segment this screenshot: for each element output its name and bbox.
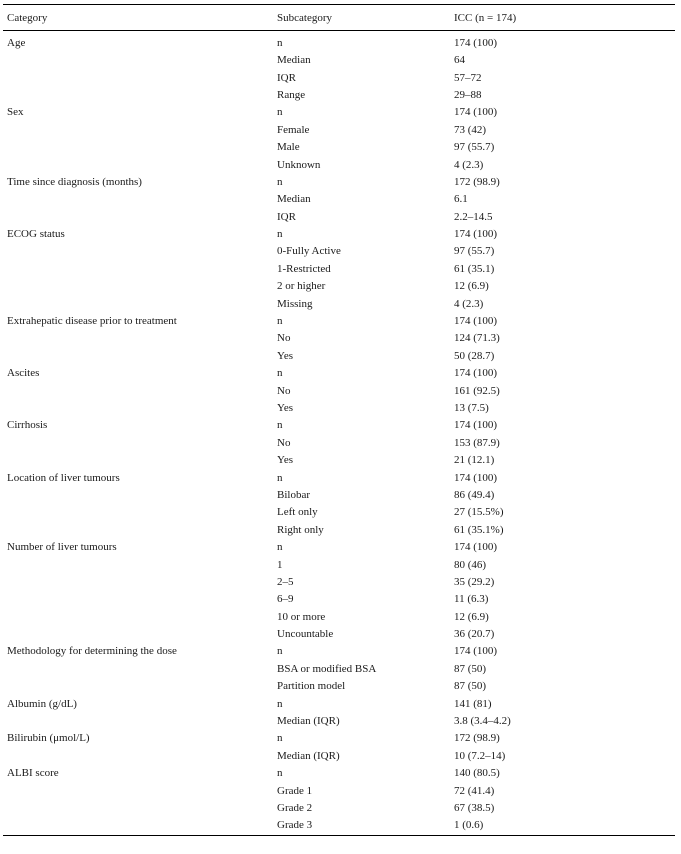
table-row [3, 730, 675, 747]
subcategory-cell: IQR [277, 71, 296, 84]
icc-value-cell: 13 (7.5) [454, 402, 489, 414]
category-cell: ALBI score [7, 767, 59, 780]
table-row [3, 435, 675, 452]
header-row [3, 5, 675, 31]
table-row [3, 713, 675, 730]
table-row [3, 226, 675, 243]
category-cell [3, 504, 273, 521]
icc-value-cell: 87 (50) [454, 680, 487, 693]
category-cell [3, 122, 273, 139]
category-cell: Location of liver tumours [7, 471, 120, 484]
subcategory-cell: IQR [277, 210, 296, 223]
icc-value-cell: 2.2–14.5 [454, 210, 493, 223]
icc-value-cell: 174 (100) [454, 419, 498, 432]
category-cell [3, 209, 273, 226]
subcategory-cell: Grade 1 [277, 784, 313, 797]
icc-value-cell: 174 (100) [454, 37, 498, 49]
category-cell [3, 52, 273, 69]
subcategory-cell: Median (IQR) [277, 749, 340, 762]
category-cell [3, 609, 273, 626]
category-cell [3, 330, 273, 347]
table-row [3, 122, 675, 139]
icc-value-cell: 73 (42) [454, 123, 487, 136]
subcategory-cell: Female [277, 123, 310, 136]
icc-value-cell: 97 (55.7) [454, 141, 495, 154]
icc-value-cell: 161 (92.5) [454, 384, 500, 397]
icc-value-cell: 80 (46) [454, 558, 487, 571]
table-row [3, 295, 675, 312]
table-row [3, 487, 675, 504]
icc-value-cell: 172 (98.9) [454, 175, 500, 188]
table-row [3, 191, 675, 208]
icc-value-cell: 97 (55.7) [454, 245, 495, 258]
table-row [3, 365, 675, 382]
category-cell [3, 348, 273, 365]
subcategory-cell: n [277, 315, 283, 328]
icc-value-cell: 57–72 [454, 71, 482, 84]
subcategory-cell: Partition model [277, 680, 346, 693]
icc-value-cell: 4 (2.3) [454, 297, 484, 310]
table-row [3, 330, 675, 347]
category-cell [3, 261, 273, 278]
subcategory-cell: Median [277, 54, 311, 67]
icc-value-cell: 86 (49.4) [454, 488, 495, 501]
category-cell: Extrahepatic disease prior to treatment [7, 315, 177, 328]
table-row [3, 400, 675, 417]
table-row [3, 417, 675, 434]
table-row [3, 69, 675, 86]
category-cell [3, 139, 273, 156]
subcategory-cell: n [277, 645, 283, 658]
category-cell [3, 295, 273, 312]
table-row [3, 452, 675, 469]
table-row [3, 382, 675, 399]
table-row [3, 626, 675, 643]
icc-value-cell: 172 (98.9) [454, 732, 500, 745]
category-cell [3, 661, 273, 678]
icc-value-cell: 29–88 [454, 88, 482, 101]
icc-value-cell: 153 (87.9) [454, 436, 500, 449]
subcategory-cell: Yes [277, 454, 294, 467]
table-row [3, 574, 675, 591]
category-cell: Number of liver tumours [7, 541, 117, 554]
subcategory-cell: Yes [277, 402, 294, 414]
table-row [3, 695, 675, 712]
subcategory-cell: 1-Restricted [277, 262, 331, 275]
icc-value-cell: 35 (29.2) [454, 575, 495, 588]
subcategory-cell: n [277, 175, 283, 188]
subcategory-cell: Bilobar [277, 488, 310, 501]
category-cell: Ascites [7, 367, 40, 380]
subcategory-cell: n [277, 228, 283, 241]
subcategory-cell: Right only [277, 523, 324, 536]
category-cell: Sex [7, 106, 24, 119]
icc-value-cell: 27 (15.5%) [454, 506, 504, 519]
table-header [3, 5, 675, 31]
icc-value-cell: 10 (7.2–14) [454, 749, 506, 762]
table-row [3, 261, 675, 278]
table-row [3, 156, 675, 173]
category-cell: Albumin (g/dL) [7, 697, 77, 710]
icc-value-cell: 3.8 (3.4–4.2) [454, 715, 511, 728]
table-row [3, 643, 675, 660]
subcategory-cell: Median (IQR) [277, 715, 340, 728]
icc-value-cell: 124 (71.3) [454, 332, 500, 345]
icc-value-cell: 1 (0.6) [454, 819, 484, 832]
icc-value-cell: 87 (50) [454, 662, 487, 675]
subcategory-cell: Grade 2 [277, 801, 313, 814]
category-cell: Cirrhosis [7, 419, 48, 432]
subcategory-cell: 1 [277, 558, 283, 571]
table-row [3, 504, 675, 521]
category-cell [3, 556, 273, 573]
category-cell [3, 748, 273, 765]
characteristics-table [3, 4, 675, 836]
subcategory-cell: Yes [277, 349, 294, 362]
icc-value-cell: 174 (100) [454, 645, 498, 658]
header-icc: ICC (n = 174) [454, 11, 517, 24]
icc-value-cell: 50 (28.7) [454, 349, 495, 362]
icc-value-cell: 67 (38.5) [454, 801, 495, 814]
icc-value-cell: 12 (6.9) [454, 280, 489, 293]
category-cell [3, 243, 273, 260]
table-row [3, 817, 675, 835]
subcategory-cell: BSA or modified BSA [277, 662, 377, 675]
table-row [3, 591, 675, 608]
category-cell: Methodology for determining the dose [7, 645, 177, 658]
subcategory-cell: No [277, 436, 291, 449]
table-row [3, 313, 675, 330]
header-subcategory: Subcategory [277, 11, 332, 24]
subcategory-cell: No [277, 332, 291, 345]
subcategory-cell: n [277, 541, 283, 554]
icc-value-cell: 140 (80.5) [454, 767, 500, 780]
category-cell [3, 191, 273, 208]
table-row [3, 765, 675, 782]
table-row [3, 278, 675, 295]
icc-value-cell: 64 [454, 54, 465, 67]
icc-value-cell: 174 (100) [454, 471, 498, 484]
table-row [3, 556, 675, 573]
subcategory-cell: n [277, 37, 283, 49]
category-cell [3, 87, 273, 104]
table-row [3, 31, 675, 53]
category-cell: Age [7, 37, 26, 49]
icc-value-cell: 21 (12.1) [454, 454, 495, 467]
subcategory-cell: n [277, 419, 283, 432]
icc-value-cell: 36 (20.7) [454, 628, 495, 641]
category-cell [3, 487, 273, 504]
icc-value-cell: 72 (41.4) [454, 784, 495, 797]
subcategory-cell: n [277, 767, 283, 780]
table-row [3, 469, 675, 486]
table-row [3, 52, 675, 69]
table-row [3, 748, 675, 765]
table-row [3, 139, 675, 156]
table-row [3, 539, 675, 556]
icc-value-cell: 174 (100) [454, 106, 498, 119]
table-row [3, 678, 675, 695]
subcategory-cell: Male [277, 141, 300, 154]
icc-value-cell: 141 (81) [454, 697, 492, 710]
subcategory-cell: 10 or more [277, 610, 326, 623]
subcategory-cell: Left only [277, 506, 318, 519]
category-cell [3, 435, 273, 452]
subcategory-cell: n [277, 732, 283, 745]
subcategory-cell: 0-Fully Active [277, 245, 341, 258]
icc-value-cell: 61 (35.1%) [454, 523, 504, 536]
subcategory-cell: No [277, 384, 291, 397]
category-cell [3, 800, 273, 817]
table-row [3, 104, 675, 121]
category-cell [3, 591, 273, 608]
category-cell [3, 626, 273, 643]
table-body [3, 31, 675, 836]
subcategory-cell: n [277, 106, 283, 119]
table-row [3, 782, 675, 799]
category-cell [3, 713, 273, 730]
category-cell [3, 278, 273, 295]
table-row [3, 800, 675, 817]
category-cell [3, 817, 273, 835]
subcategory-cell: n [277, 697, 283, 710]
icc-value-cell: 11 (6.3) [454, 593, 489, 606]
subcategory-cell: Missing [277, 297, 313, 310]
subcategory-cell: Uncountable [277, 628, 334, 641]
category-cell [3, 678, 273, 695]
category-cell [3, 156, 273, 173]
category-cell [3, 69, 273, 86]
subcategory-cell: 6–9 [277, 593, 294, 606]
subcategory-cell: 2–5 [277, 575, 294, 588]
category-cell [3, 574, 273, 591]
subcategory-cell: Range [277, 88, 306, 101]
subcategory-cell: n [277, 471, 283, 484]
icc-value-cell: 174 (100) [454, 228, 498, 241]
icc-value-cell: 12 (6.9) [454, 610, 489, 623]
subcategory-cell: Grade 3 [277, 819, 313, 832]
icc-value-cell: 61 (35.1) [454, 262, 495, 275]
icc-value-cell: 174 (100) [454, 541, 498, 554]
icc-value-cell: 174 (100) [454, 315, 498, 328]
category-cell [3, 400, 273, 417]
category-cell [3, 522, 273, 539]
icc-value-cell: 6.1 [454, 193, 468, 206]
category-cell [3, 382, 273, 399]
subcategory-cell: 2 or higher [277, 280, 326, 293]
subcategory-cell: Unknown [277, 158, 321, 171]
category-cell [3, 782, 273, 799]
subcategory-cell: n [277, 367, 283, 380]
category-cell [3, 452, 273, 469]
table-row [3, 522, 675, 539]
category-cell: Bilirubin (μmol/L) [7, 732, 90, 745]
table-row [3, 87, 675, 104]
icc-value-cell: 4 (2.3) [454, 158, 484, 171]
table-row [3, 174, 675, 191]
table-row [3, 243, 675, 260]
table-row [3, 348, 675, 365]
table-row [3, 209, 675, 226]
category-cell: ECOG status [7, 228, 65, 241]
category-cell: Time since diagnosis (months) [7, 175, 142, 188]
table-row [3, 609, 675, 626]
subcategory-cell: Median [277, 193, 311, 206]
header-category: Category [7, 11, 48, 24]
icc-value-cell: 174 (100) [454, 367, 498, 380]
table-row [3, 661, 675, 678]
